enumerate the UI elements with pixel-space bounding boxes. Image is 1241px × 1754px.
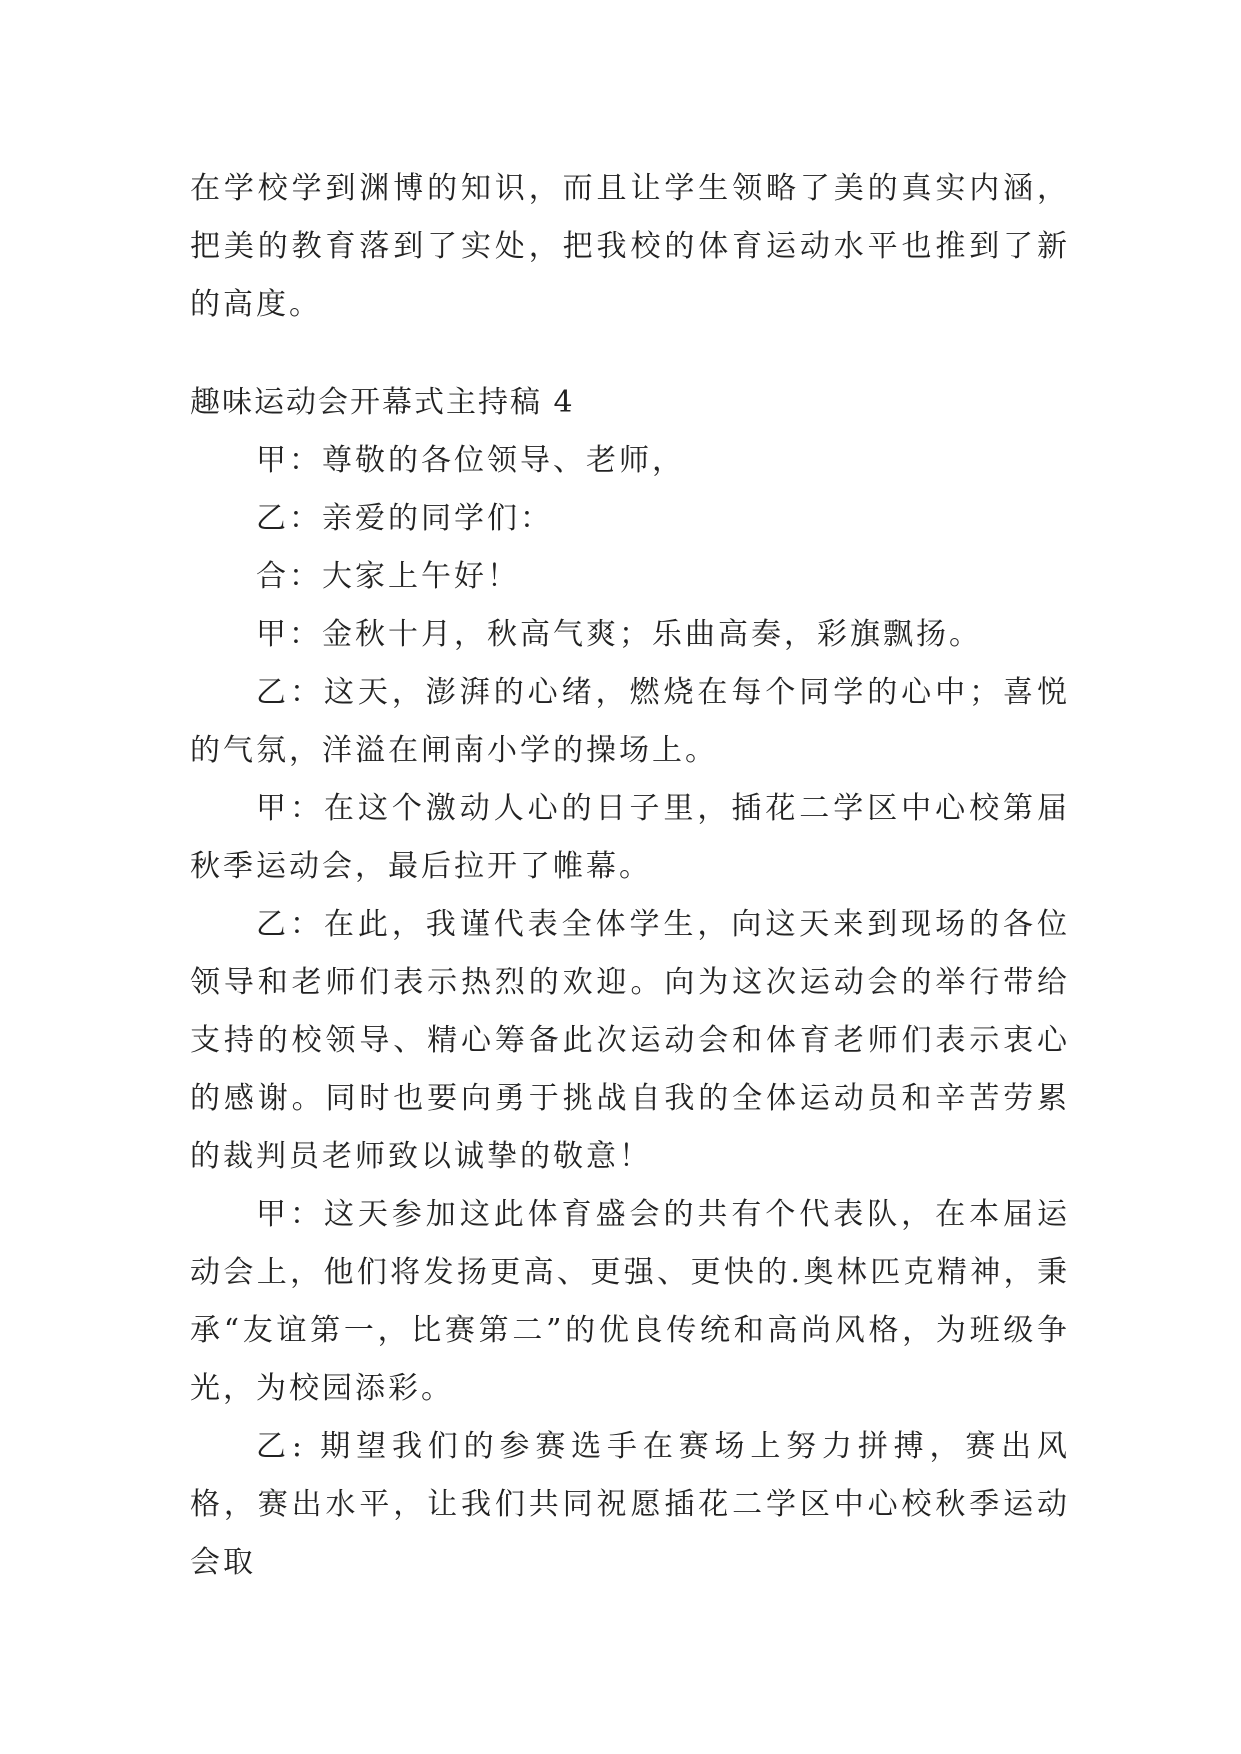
paragraph-greeting-jia: 甲：尊敬的各位领导、老师， (256, 443, 685, 478)
continued-paragraph: 在学校学到渊博的知识，而且让学生领略了美的真实内涵，把美的教育落到了实处，把我校的体育运动水平也推到了新的高度。 (190, 171, 1070, 322)
paragraph-golden-autumn: 甲：金秋十月，秋高气爽；乐曲高奏，彩旗飘扬。 (256, 617, 982, 652)
paragraph-greeting-yi: 乙：亲爱的同学们： (256, 501, 553, 536)
paragraph-wishes: 乙: 期望我们的参赛选手在赛场上努力拼搏，赛出风格，赛出水平，让我们共同祝愿插花二学区中心校秋季运动会取 (190, 1429, 1070, 1580)
paragraph-opening: 甲：在这个激动人心的日子里，插花二学区中心校第届秋季运动会，最后拉开了帷幕。 (190, 791, 1070, 884)
paragraph-olympic-spirit: 甲：这天参加这此体育盛会的共有个代表队，在本届运动会上，他们将发扬更高、更强、更快的.奥林匹克精神，秉承“友谊第一，比赛第二”的优良传统和高尚风格，为班级争光，为校园添彩。 (190, 1197, 1070, 1406)
section-title: 趣味运动会开幕式主持稿 4 (190, 385, 575, 420)
paragraph-welcome-thanks: 乙：在此，我谨代表全体学生，向这天来到现场的各位领导和老师们表示热烈的欢迎。向为这次运动会的举行带给支持的校领导、精心筹备此次运动会和体育老师们表示衷心的感谢。同时也要向勇于挑战自我的全体运动员和辛苦劳累的裁判员老师致以诚挚的敬意！ (190, 907, 1070, 1174)
paragraph-excitement: 乙：这天，澎湃的心绪，燃烧在每个同学的心中；喜悦的气氛，洋溢在闸南小学的操场上。 (190, 675, 1070, 768)
continued-paragraph-block (190, 160, 1070, 334)
script-body (190, 432, 1070, 1592)
paragraph-greeting-together: 合：大家上午好！ (256, 559, 520, 594)
